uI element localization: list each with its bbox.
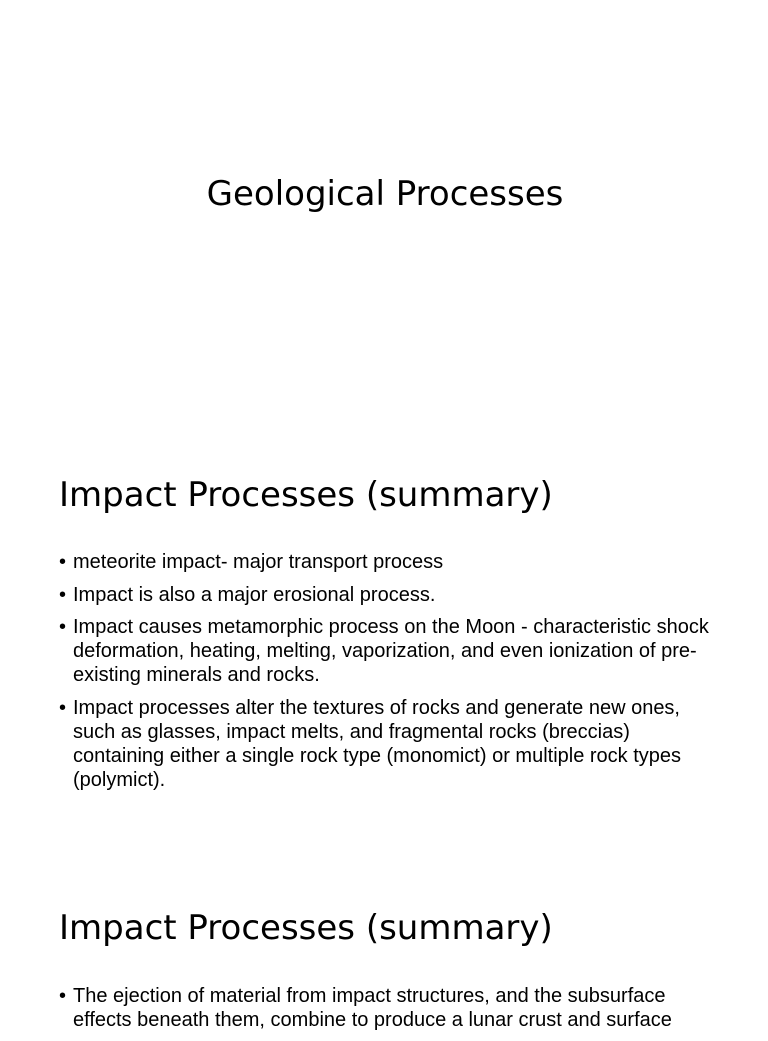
slide-title: Geological Processes: [206, 174, 564, 214]
slide-heading: Impact Processes (summary): [59, 475, 553, 515]
list-item-text: Impact processes alter the textures of rocks and generate new ones, such as glasses, impact melts, and fragmental rocks (breccias) containing either a single rock type (monomict) or multiple rock types (polymict).: [73, 696, 682, 791]
bullet-marker: •: [59, 985, 67, 1007]
slide-heading: Impact Processes (summary): [59, 908, 553, 948]
list-item-text: meteorite impact- major transport process: [73, 551, 444, 573]
bullet-list: [59, 984, 719, 1041]
list-item: [59, 696, 719, 792]
bullet-marker: •: [59, 583, 67, 606]
bullet-marker: •: [59, 551, 67, 573]
bullet-marker: •: [59, 616, 67, 638]
list-item-text: The ejection of material from impact structures, and the subsurface effects beneath them, combine to produce a lunar crust and surface: [73, 985, 672, 1031]
list-item-text: Impact is also a major erosional process.: [73, 583, 436, 606]
list-item: [59, 550, 719, 574]
list-item-text: Impact causes metamorphic process on the Moon - characteristic shock deformation, heating, melting, vaporization, and even ionization of pre-existing minerals and rocks.: [73, 616, 709, 686]
list-item: [59, 615, 719, 687]
bullet-list: [59, 550, 719, 800]
list-item: [59, 984, 719, 1032]
bullet-marker: •: [59, 696, 67, 719]
list-item: [59, 583, 719, 607]
